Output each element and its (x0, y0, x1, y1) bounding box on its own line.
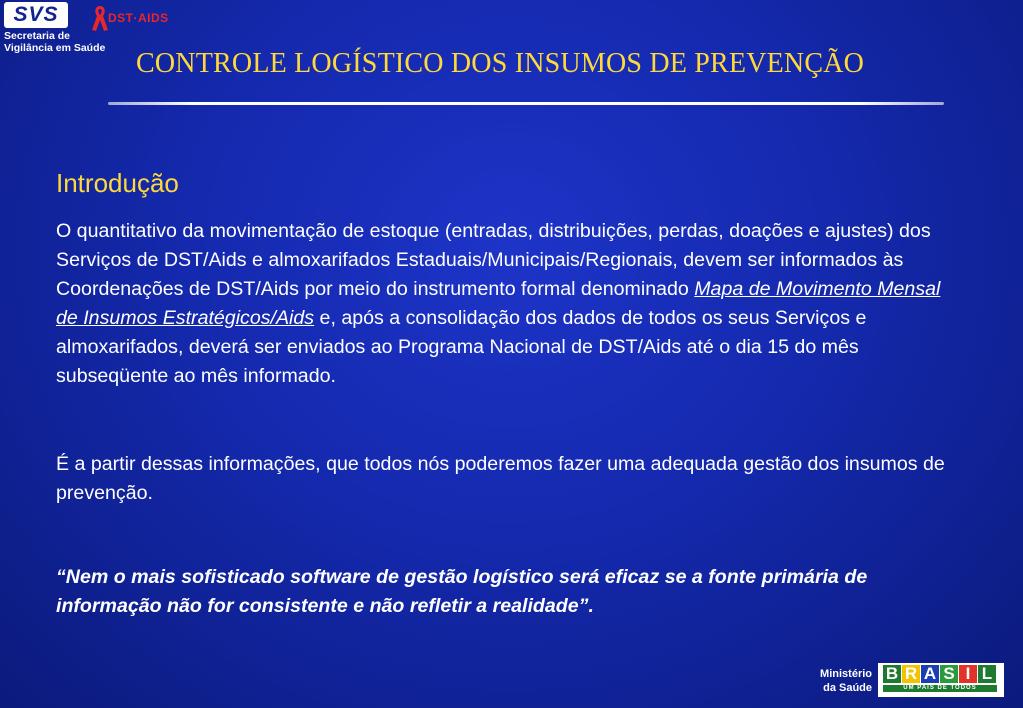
intro-paragraph (56, 217, 946, 391)
second-paragraph: É a partir dessas informações, que todos nós poderemos fazer uma adequada gestão dos insumos de prevenção. (56, 453, 945, 504)
brasil-letter-i: I (959, 665, 977, 683)
section-heading: Introdução (56, 168, 179, 198)
page-title: CONTROLE LOGÍSTICO DOS INSUMOS DE PREVENÇÃO (136, 48, 865, 79)
quote-paragraph: “Nem o mais sofisticado software de gestão logístico será eficaz se a fonte primária de informação não for consistente e não refletir a realidade”. (56, 566, 868, 617)
intro-text-end: e, após a consolidação dos dados de todos os seus Serviços e almoxarifados, deverá ser enviados ao Programa Nacional de DST/Aids até o dia 15 do mês subseqüente ao mês informado. (56, 307, 867, 387)
brasil-letter-s: S (940, 665, 958, 683)
aids-ribbon-icon (90, 4, 110, 32)
brasil-letters (883, 665, 996, 685)
svs-logo-mark: SVS (4, 2, 68, 28)
brasil-letter-l: L (978, 665, 996, 683)
brasil-letter-a: A (921, 665, 939, 683)
ministry-label (800, 667, 872, 695)
ministry-line2: da Saúde (823, 682, 872, 694)
svs-logo-caption (4, 30, 134, 54)
svs-caption-line2: Vigilância em Saúde (4, 42, 106, 54)
dst-aids-logo (90, 4, 180, 32)
brasil-slogan: UM PAÍS DE TODOS (883, 685, 997, 692)
brasil-letter-r: R (902, 665, 920, 683)
title-divider (108, 102, 944, 105)
dst-aids-label: DST·AIDS (108, 11, 169, 25)
form-name-link[interactable]: Mapa de Movimento Mensal de Insumos Estratégicos/Aids (56, 278, 941, 329)
ministry-line1: Ministério (820, 668, 872, 680)
brasil-letter-b: B (883, 665, 901, 683)
svs-caption-line1: Secretaria de (4, 30, 70, 42)
intro-text-start: O quantitativo da movimentação de estoque (entradas, distribuições, perdas, doações e ajustes) dos Serviços de DST/Aids e almoxarifados Estaduais/Municipais/Regionais, devem ser informados às Coordenações de DST/Aids por meio do instrumento formal denominado (56, 220, 931, 300)
brasil-logo (878, 663, 1004, 697)
